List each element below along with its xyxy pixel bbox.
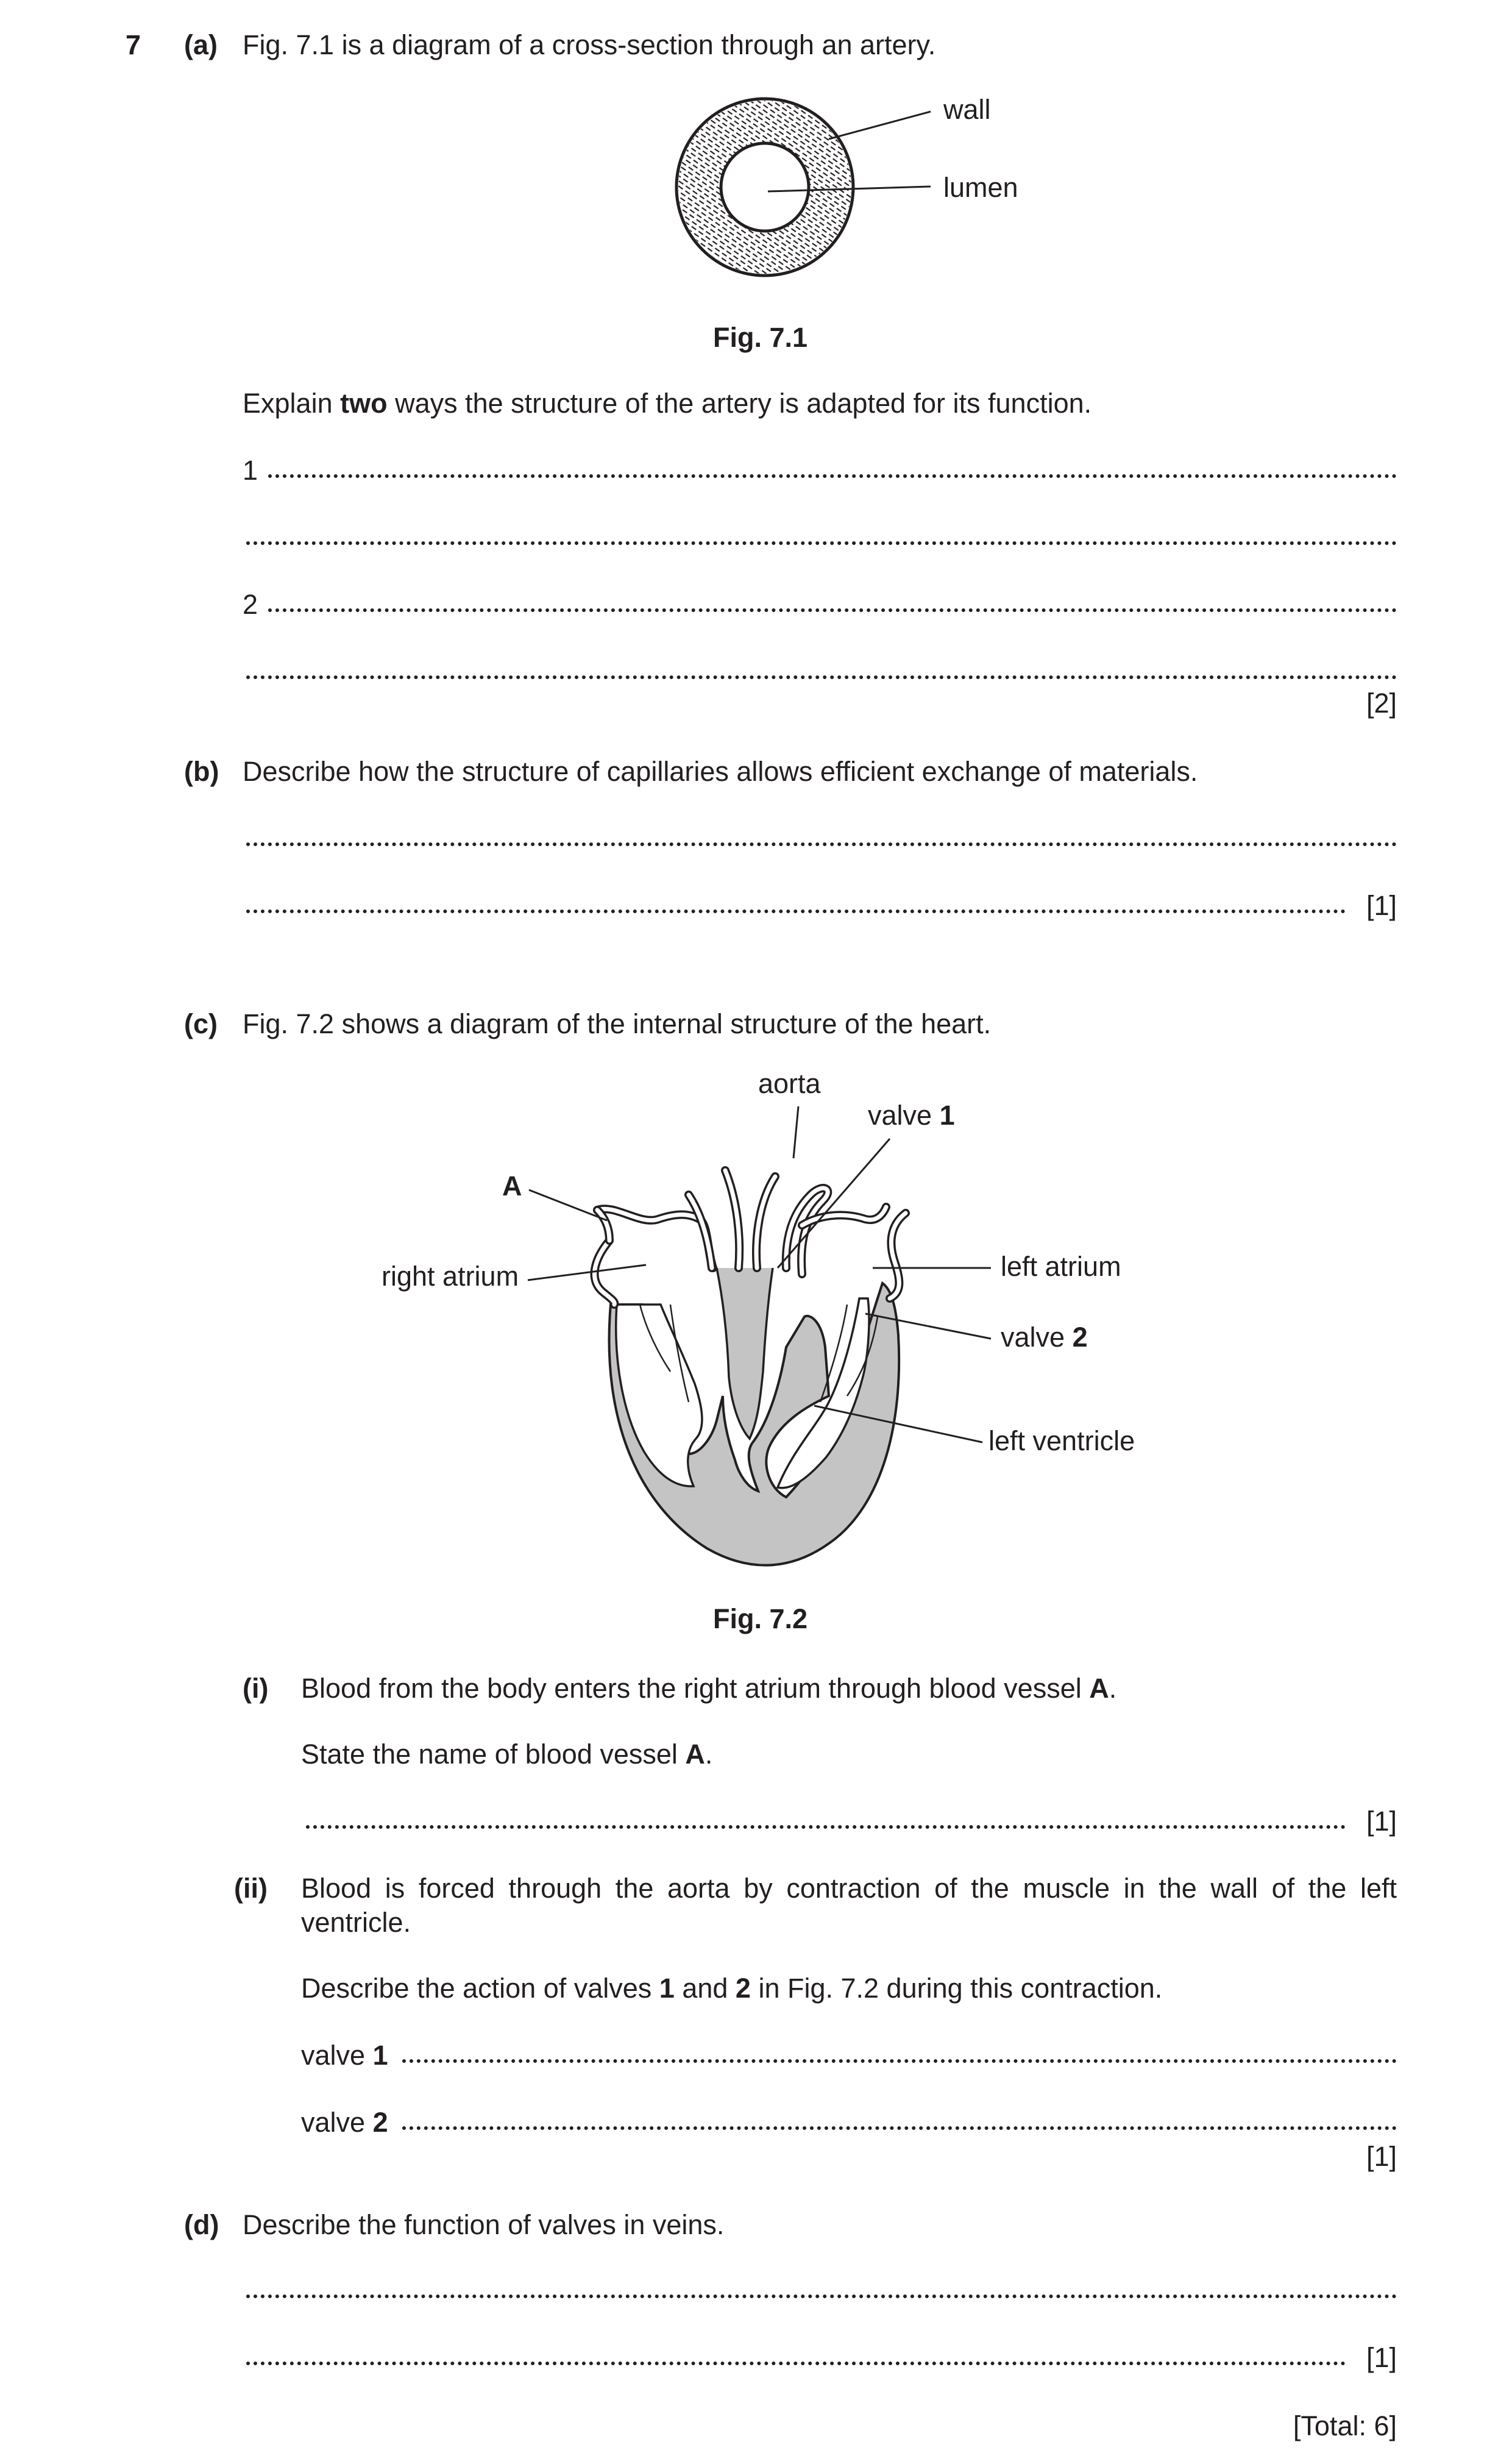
leader-A (529, 1190, 607, 1220)
fig72-caption: Fig. 7.2 (713, 1603, 808, 1634)
part-a-prompt: Explain two ways the structure of the artery is adapted for its function. (243, 388, 1092, 419)
part-c-label: (c) (184, 1008, 218, 1039)
part-c-ii-label: (ii) (234, 1873, 268, 1904)
fig72-label-A: A (502, 1170, 522, 1202)
part-c-i-line2: State the name of blood vessel A. (301, 1739, 713, 1770)
fig72-label-left-ventricle: left ventricle (988, 1425, 1135, 1456)
leader-valve1 (778, 1139, 890, 1268)
fig72-label-valve2: valve 2 (1001, 1322, 1088, 1353)
fig72-label-valve1: valve 1 (868, 1100, 955, 1131)
fig71-label-wall: wall (943, 94, 991, 125)
part-b-marks: [1] (1366, 890, 1397, 921)
part-d-marks: [1] (1366, 2342, 1397, 2373)
answer-number-2: 2 (243, 589, 258, 620)
answer-line-valve1[interactable] (402, 2054, 1397, 2063)
fig72-label-aorta: aorta (758, 1068, 821, 1099)
part-c-ii-line2: ventricle. (301, 1907, 411, 1938)
answer-line-d1[interactable] (246, 2290, 1397, 2298)
part-d-label: (d) (184, 2209, 219, 2240)
septum (717, 1268, 773, 1439)
part-d-prompt: Describe the function of valves in veins. (243, 2209, 725, 2240)
part-c-ii-marks: [1] (1366, 2141, 1397, 2172)
fig72-label-left-atrium: left atrium (1001, 1251, 1121, 1282)
part-c-i-line1: Blood from the body enters the right atrium through blood vessel A. (301, 1673, 1117, 1704)
part-c-ii-prompt: Describe the action of valves 1 and 2 in Fig. 7.2 during this contraction. (301, 1973, 1163, 2004)
leader-right-atrium (528, 1265, 646, 1280)
part-a-label: (a) (184, 29, 218, 60)
part-c-i-label: (i) (243, 1673, 269, 1704)
valve-1-answer-label: valve 1 (301, 2040, 388, 2071)
answer-line-valve2[interactable] (402, 2121, 1397, 2130)
total-marks: [Total: 6] (1293, 2410, 1397, 2441)
part-a-intro: Fig. 7.1 is a diagram of a cross-section through an artery. (243, 29, 936, 60)
valve-2-answer-label: valve 2 (301, 2107, 388, 2138)
part-c-intro: Fig. 7.2 shows a diagram of the internal structure of the heart. (243, 1008, 992, 1039)
fig72-label-right-atrium: right atrium (382, 1261, 519, 1292)
fig71-label-lumen: lumen (943, 172, 1018, 203)
part-c-ii-line1: Blood is forced through the aorta by contraction of the muscle in the wall of the left (301, 1873, 1397, 1904)
answer-number-1: 1 (243, 455, 258, 486)
question-number: 7 (126, 29, 141, 60)
leader-aorta (793, 1106, 798, 1158)
answer-line-c-i[interactable] (306, 1820, 1346, 1829)
fig71-caption: Fig. 7.1 (713, 322, 808, 353)
part-b-label: (b) (184, 756, 219, 787)
part-b-prompt: Describe how the structure of capillaries allows efficient exchange of materials. (243, 756, 1198, 787)
part-c-i-marks: [1] (1366, 1806, 1397, 1837)
part-a-marks: [2] (1366, 688, 1397, 719)
answer-line-d2[interactable] (246, 2357, 1346, 2365)
